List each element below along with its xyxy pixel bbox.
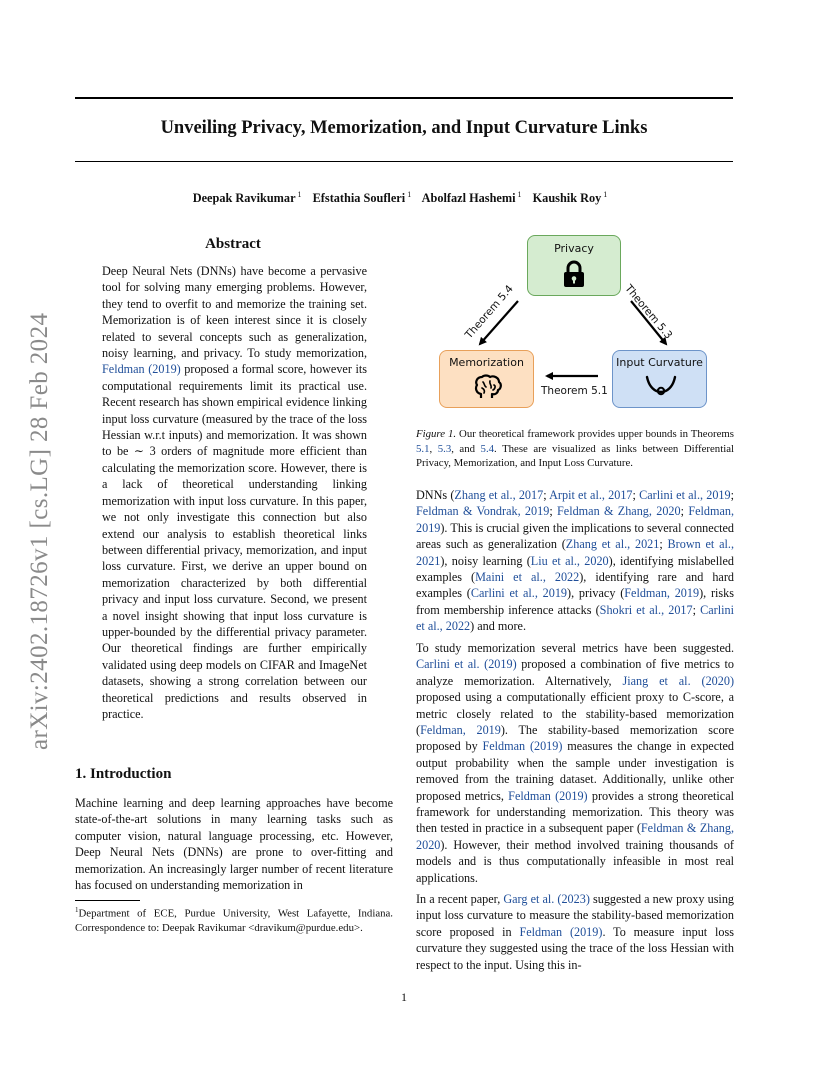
citation-link[interactable]: Zhang et al., 2021 — [565, 537, 660, 552]
affiliation-marker: 1 — [407, 190, 412, 199]
footnote-text: Department of ECE, Purdue University, West Lafayette, Indiana. Correspondence to: Deepak Ravikumar <dravikum@purdue.edu>. — [75, 907, 393, 934]
text-segment: ), privacy ( — [567, 586, 625, 601]
body-paragraph — [416, 487, 734, 635]
citation-link[interactable]: Carlini et al. (2019) — [416, 657, 517, 672]
citation-link[interactable]: Brown et al., 2021 — [416, 537, 734, 568]
text-segment: To study memorization several metrics have been suggested. — [416, 641, 734, 655]
text-segment: , and — [451, 442, 481, 455]
page-number: 1 — [401, 990, 407, 1004]
citation-link[interactable]: Carlini et al., 2019 — [470, 586, 568, 601]
citation-link[interactable]: Carlini et al., 2022 — [416, 602, 734, 634]
text-segment: proposed a combination of five metrics to analyze memorization. Alternatively, — [416, 657, 735, 688]
citation-link[interactable]: Feldman & Vondrak, 2019 — [416, 504, 550, 519]
text-segment: ). This is crucial given the implications to several connected areas such as generalization ( — [416, 520, 734, 552]
privacy-label: Privacy — [554, 242, 594, 255]
author-name: Abolfazl Hashemi — [421, 191, 516, 206]
text-segment: In a recent paper, — [416, 892, 504, 906]
text-segment: proposed using a computationally efficient proxy to C-score, a metric closely related to the stability-based memorization ( — [416, 690, 734, 738]
citation-link[interactable]: Feldman (2019) — [482, 739, 563, 754]
footnote — [75, 903, 393, 935]
figure-caption — [416, 427, 734, 471]
citation-link[interactable]: Shokri et al., 2017 — [599, 602, 693, 617]
text-segment: , — [429, 442, 438, 455]
text-segment: ; — [549, 504, 558, 519]
footnote-marker: 1 — [75, 906, 79, 914]
footnote-rule — [75, 900, 140, 901]
body-paragraph — [416, 891, 734, 973]
abstract-heading: Abstract — [205, 236, 261, 252]
citation-link[interactable]: Feldman, 2019 — [416, 504, 735, 535]
title-top-rule — [75, 97, 733, 99]
introduction-body: Machine learning and deep learning approaches have become state-of-the-art solutions in many learning tasks such as computer vision, natural language processing, etc. However, Deep Neural Nets (DNNs) are prone to over-fitting and memorization. An increasingly larger number of recent literature has focused on understanding memorization in — [75, 796, 393, 893]
text-segment: Our theoretical framework provides upper bounds in Theorems — [456, 428, 734, 440]
text-segment: ), identifying mislabelled examples ( — [416, 553, 734, 585]
citation-link[interactable]: Arpit et al., 2017 — [549, 488, 633, 502]
theorem-53-label: Theorem 5.3 — [622, 282, 675, 342]
text-segment: ; — [680, 504, 689, 519]
citation-link[interactable]: Feldman, 2019 — [624, 586, 700, 601]
text-segment: proposed a formal score, however its computational requirements limit its practical use. Recent research has shown empirical evidence linking input loss curvature (measured by the trace of the loss Hessian w.r.t inputs) and memorization. It was shown to be ∼ 3 orders of magnitude more efficient than calculating the memorization score. However, there is a lack of theoretical understanding linking memorization with input loss curvature. In this paper, we not only investigate this connection but also extend our analysis to establish theoretical links between differential privacy, memorization, and input loss curvature. First, we derive an upper bound on memorization characterized by both differential privacy and input loss curvature. Second, we present a novel insight showing that input loss curvature is upper-bounded by the differential privacy parameter. Our theoretical findings are further empirically validated using deep models on CIFAR and ImageNet datasets, showing a strong correlation between our theoretical predictions and results observed in practice. — [102, 362, 367, 721]
citation-link[interactable]: Feldman, 2019 — [420, 723, 501, 738]
text-segment: DNNs ( — [416, 488, 455, 502]
citation-link[interactable]: Jiang et al. (2020) — [622, 673, 734, 688]
text-segment: ). However, their method involved training thousands of models and is thus computationally infeasible in most real applications. — [416, 837, 734, 885]
text-segment: ; — [692, 602, 701, 617]
text-segment: ). The stability-based memorization score proposed by — [416, 723, 735, 754]
citation-link[interactable]: Zhang et al., 2017 — [454, 488, 544, 502]
text-segment: measures the change in expected output probability when the sample under investigation is removed from the training dataset. Additionally, unlike other proposed metrics, — [416, 739, 734, 803]
theorem-54-label: Theorem 5.4 — [462, 282, 516, 342]
text-segment: ; — [543, 488, 550, 502]
text-segment: Deep Neural Nets (DNNs) have become a pervasive tool for solving many emerging problems. However, they tend to overfit to and memorize the training set. Memorization is of keen interest since it is closely related to several concepts such as generalization, noisy learning, and privacy. To study memorization, — [102, 264, 367, 361]
text-segment: ; — [730, 488, 734, 502]
input-curvature-label: Input Curvature — [616, 356, 703, 369]
text-segment: ; — [632, 488, 640, 502]
text-segment: . These are visualized as links between Differential Privacy, Memorization, and Input Loss Curvature. — [416, 442, 735, 470]
citation-link[interactable]: Feldman (2019) — [519, 924, 603, 939]
theorem-51-label: Theorem 5.1 — [541, 385, 608, 397]
text-segment: ) and more. — [470, 619, 526, 634]
text-segment: ), noisy learning ( — [440, 553, 531, 568]
citation-link[interactable]: Feldman & Zhang, 2020 — [416, 821, 734, 852]
section-heading-introduction: 1. Introduction — [75, 766, 172, 782]
affiliation-marker: 1 — [297, 190, 302, 199]
author-name: Deepak Ravikumar — [192, 191, 296, 206]
text-segment: ), identifying rare and hard examples ( — [416, 570, 734, 601]
text-segment: suggested a new proxy using input loss curvature to measure the stability-based memorization score proposed in — [416, 892, 735, 939]
arxiv-stamp: arXiv:2402.18726v1 [cs.LG] 28 Feb 2024 — [26, 312, 53, 750]
theorem-ref-link[interactable]: 5.4 — [480, 442, 495, 455]
theorem-ref-link[interactable]: 5.1 — [416, 442, 430, 455]
theorem-ref-link[interactable]: 5.3 — [437, 442, 452, 455]
citation-link[interactable]: Carlini et al., 2019 — [639, 488, 731, 502]
citation-link[interactable]: Feldman (2019) — [508, 788, 588, 803]
citation-link[interactable]: Liu et al., 2020 — [530, 553, 609, 568]
figure-diagram — [430, 232, 715, 422]
title-bottom-rule — [75, 161, 733, 162]
caption-label: Figure 1. — [416, 428, 457, 440]
body-paragraph — [416, 640, 734, 886]
citation-link[interactable]: Maini et al., 2022 — [475, 570, 580, 585]
text-segment: . To measure input loss curvature they suggested using the trace of the loss Hessian with respect to the input. Using this in- — [416, 924, 734, 972]
author-name: Kaushik Roy — [532, 191, 602, 206]
memorization-label: Memorization — [449, 356, 524, 369]
citation-link[interactable]: Feldman (2019) — [102, 362, 181, 377]
citation-link[interactable]: Garg et al. (2023) — [503, 892, 590, 906]
author-name: Efstathia Soufleri — [312, 191, 406, 206]
affiliation-marker: 1 — [603, 190, 608, 199]
paper-title: Unveiling Privacy, Memorization, and Input Curvature Links — [160, 118, 648, 138]
citation-link[interactable]: Feldman & Zhang, 2020 — [557, 504, 681, 519]
abstract-body — [102, 263, 367, 722]
author-list — [75, 190, 733, 206]
text-segment: provides a strong theoretical framework for understanding memorization. This theory was then tested in practice in a subsequent paper ( — [416, 788, 734, 836]
text-segment: ; — [659, 537, 668, 552]
affiliation-marker: 1 — [517, 190, 522, 199]
text-segment: ), risks from membership inference attacks ( — [416, 586, 734, 617]
